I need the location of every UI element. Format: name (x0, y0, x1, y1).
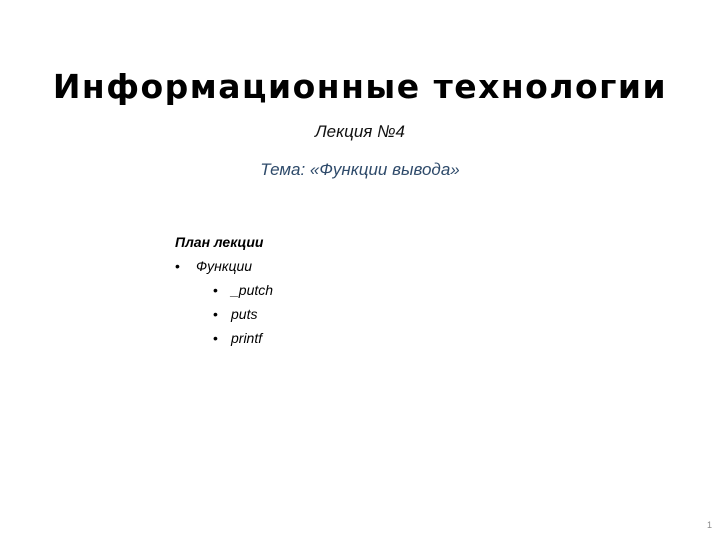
plan-heading: План лекции (175, 234, 264, 250)
bullet-icon: • (175, 258, 180, 274)
slide-title: Информационные технологии (52, 67, 668, 106)
page-number: 1 (706, 520, 712, 530)
list-item-label: printf (231, 330, 263, 346)
list-item (175, 256, 575, 280)
list-item (175, 304, 575, 328)
list-item (175, 280, 575, 304)
list-item-label: puts (231, 306, 258, 322)
list-item (175, 328, 575, 352)
list-item-label: Функции (196, 258, 253, 274)
list-item-label: _putch (231, 282, 274, 298)
lecture-plan (175, 232, 575, 352)
lecture-number: Лекция №4 (315, 122, 405, 141)
lecture-topic: Тема: «Функции вывода» (260, 160, 460, 179)
bullet-icon: • (213, 330, 218, 346)
bullet-icon: • (213, 306, 218, 322)
bullet-icon: • (213, 282, 218, 298)
